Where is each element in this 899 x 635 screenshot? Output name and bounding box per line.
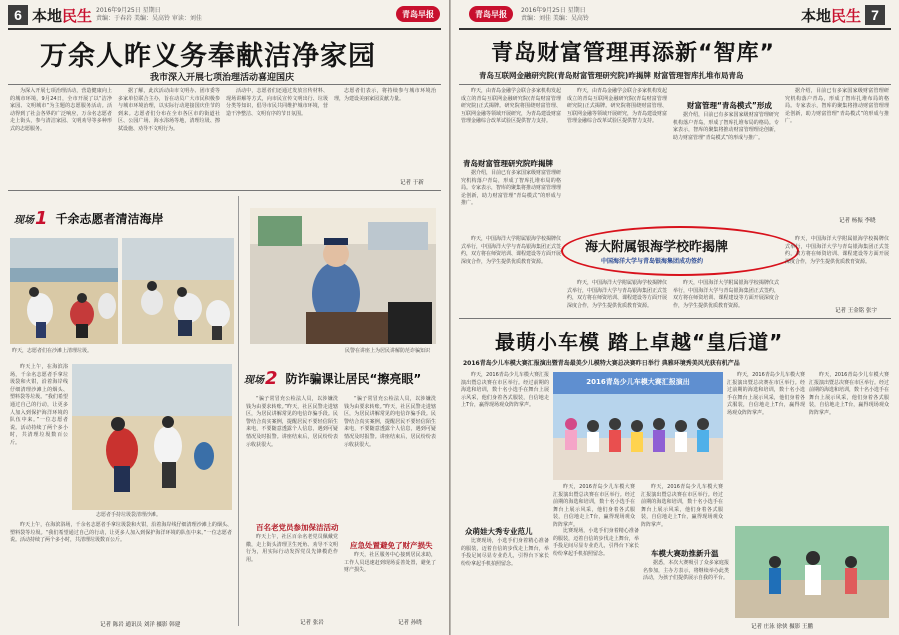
scene-1-article-cont: 昨天上午，在海滨浴场，千余名志愿者手拿垃圾袋和火钳，沿着海岸线仔细清理沙滩上的烟头、塑料袋等垃圾。“我们希望通过自己的行动，让更多人加入到保护海洋环境的队伍中来。”一位志愿者说。活动持续了两个多小时，共清理垃圾数百公斤。 [10, 522, 232, 544]
box-3-article-cont: 比赛现场，小选手们身着精心准备的服装，迈着自信的步伐走上舞台，举手投足间尽显专业范儿，引得台下家长纷纷拿起手机拍照留念。 [553, 528, 639, 557]
box-2-byline: 记者 孙晓 [398, 620, 422, 626]
car-model-article-col-4: 昨天，2016青岛少儿车模大赛汇报演出暨总决赛在市区举行。经过前期的海选和培训，数十名小选手在舞台上展示风采，他们身着各式服装，自信地走上T台，赢得现场观众阵阵掌声。 [809, 372, 890, 416]
page-header-left [8, 4, 202, 26]
beach-cleanup-photo-1 [10, 238, 118, 344]
finance-box-title-1: 青岛财富管理研究院昨揭牌 [463, 159, 553, 168]
scene-1-article: 昨天上午，在海滨浴场，千余名志愿者手拿垃圾袋和火钳，沿着海岸线仔细清理沙滩上的烟头、塑料袋等垃圾。“我们希望通过自己的行动，让更多人加入到保护海洋环境的队伍中来。”一位志愿者说。活动持续了两个多小时，共清理垃圾数百公斤。 [10, 364, 68, 446]
finance-box-title-2: 财富管理“青岛模式”形成 [687, 101, 772, 110]
box-4-title: 车模大赛助推新升温 [651, 549, 719, 558]
main-headline: 万余人昨义务奉献洁净家园 [40, 41, 376, 72]
police-photo-caption: 民警在讲座上为居民讲解防范诈骗知识 [344, 348, 430, 354]
school-byline: 记者 王金铭 张宇 [835, 308, 877, 314]
column-divider [238, 196, 239, 626]
finance-column-4: 据介绍，目前已有多家国家级财富管理研究机构落户青岛，形成了智库扎堆布局的格局。专家表示，智库的聚集将推动财富管理理论创新，助力财富管理“青岛模式”的形成与推广。 [785, 88, 889, 125]
photo-caption-2: 志愿者手持垃圾袋清理沙滩。 [96, 512, 162, 518]
box-3-title: 众萌娃大秀专业范儿 [465, 527, 533, 536]
scene-1-byline: 记者 陈岩 通讯员 刘洋 摄影 韩建 [100, 622, 181, 628]
police-lecture-photo [250, 208, 436, 344]
school-article-col-4: 昨天，中国海洋大学附属银海学校揭牌仪式举行，中国海洋大学与青岛银海集团正式签约，双方将在师资培训、课程建设等方面开展深度合作，为学生提供优质教育资源。 [785, 236, 889, 265]
finance-column-1: 昨天，由青岛金融学会联合多家机构发起成立的青岛互联网金融研究院(青岛财富管理研究院)正式揭牌。研究院将围绕财富管理、互联网金融等领域开展研究，为青岛建设财富管理金融综合改革试验区提供智力支持。 [461, 88, 562, 125]
car-model-article-col-2: 昨天，2016青岛少儿车模大赛汇报演出暨总决赛在市区举行。经过前期的海选和培训，数十名小选手在舞台上展示风采，他们身着各式服装，自信地走上T台，赢得现场观众阵阵掌声。 [553, 484, 635, 528]
newspaper-page-7 [451, 0, 899, 635]
car-model-article-col-1: 昨天，2016青岛少儿车模大赛汇报演出暨总决赛在市区举行。经过前期的海选和培训，数十名小选手在舞台上展示风采，他们身着各式服装，自信地走上T台，赢得现场观众阵阵掌声。 [461, 372, 549, 409]
car-model-article-col-3: 昨天，2016青岛少儿车模大赛汇报演出暨总决赛在市区举行。经过前期的海选和培训，数十名小选手在舞台上展示风采，他们身着各式服装，自信地走上T台，赢得现场观众阵阵掌声。 [727, 372, 805, 416]
header-rule [8, 28, 441, 30]
box-2-article: 昨天，社区服务中心接到居民求助，工作人员迅速赶到现场妥善处置，避免了财产损失。 [344, 552, 436, 574]
newspaper-logo: 青岛早报 [396, 6, 440, 22]
beach-cleanup-photo-2 [122, 238, 234, 344]
car-model-article-col-2b: 昨天，2016青岛少儿车模大赛汇报演出暨总决赛在市区举行。经过前期的海选和培训，数十名小选手在舞台上展示风采，他们身着各式服装，自信地走上T台，赢得现场观众阵阵掌声。 [641, 484, 723, 528]
newspaper-logo-right: 青岛早报 [469, 6, 513, 22]
poster-banner-text: 2016青岛少儿车模大赛汇报演出 [586, 378, 690, 386]
scene-2-header: 现场 2 防诈骗课让居民“擦亮眼” [244, 368, 422, 389]
page-number: 6 [8, 5, 28, 25]
article-column-3: 活动中，志愿者们还通过发放宣传材料、现场讲解等方式，向市民宣传文明出行、垃圾分类等知识，倡导市民共同维护城市环境，营造干净整洁、文明有序的节日氛围。 [226, 88, 328, 117]
car-model-headline: 最萌小车模 踏上卓越“皇后道” [495, 330, 784, 354]
box-1-article: 昨天上午，社区百余名老党员佩戴党徽，走上街头清理卫生死角、劝导不文明行为，用实际行动发挥党员先锋模范作用。 [246, 534, 338, 563]
box-4-byline: 记者 庄泳 徐侠 摄影 王鹏 [751, 624, 813, 630]
scene-2-article-col-1: “骗子常冒充公检法人员，以涉嫌洗钱为由要求转账。”昨天，社区民警走进辖区，为居民讲解常见的电信诈骗手段。民警结合真实案例，提醒居民不要轻信陌生来电，不要随意透露个人信息，遇到可疑情况及时报警。讲座结束后，居民纷纷表示收获很大。 [246, 396, 338, 448]
school-article-col-3: 昨天，中国海洋大学附属银海学校揭牌仪式举行，中国海洋大学与青岛银海集团正式签约，双方将在师资培训、课程建设等方面开展深度合作，为学生提供优质教育资源。 [673, 280, 779, 309]
issue-meta-right: 2016年9月25日 星期日 责编：刘佳 美编：吴高铃 [521, 7, 589, 22]
article-column-1: 为深入开展七项治理活动，营造健康向上的城市环境，9月24日，全市开展了以“洁净家园、文明城市”为主题的志愿服务活动。活动得到了社会各界的广泛响应，万余名志愿者走上街头，参与清洁家园、文明劝导等多种形式的志愿服务。 [10, 88, 112, 132]
box-1-byline: 记者 张岩 [300, 620, 324, 626]
school-rule [459, 318, 891, 319]
page-header-right [797, 4, 885, 26]
kids-runway-photo [735, 526, 889, 618]
finance-column-1b: 据介绍，目前已有多家国家级财富管理研究机构落户青岛，形成了智库扎堆布局的格局。专家表示，智库的聚集将推动财富管理理论创新，助力财富管理“青岛模式”的形成与推广。 [461, 170, 562, 207]
header-rule-right [459, 28, 891, 30]
finance-column-3: 据介绍，目前已有多家国家级财富管理研究机构落户青岛，形成了智库扎堆布局的格局。专家表示，智库的聚集将推动财富管理理论创新，助力财富管理“青岛模式”的形成与推广。 [673, 112, 779, 141]
section-name: 本地民生 [32, 6, 93, 25]
school-article-col-2: 昨天，中国海洋大学附属银海学校揭牌仪式举行，中国海洋大学与青岛银海集团正式签约，双方将在师资培训、课程建设等方面开展深度合作，为学生提供优质教育资源。 [567, 280, 668, 309]
section-name-right: 本地民生 [801, 6, 862, 25]
finance-column-2: 昨天，由青岛金融学会联合多家机构发起成立的青岛互联网金融研究院(青岛财富管理研究院)正式揭牌。研究院将围绕财富管理、互联网金融等领域开展研究，为青岛建设财富管理金融综合改革试验区提供智力支持。 [567, 88, 668, 125]
article-byline: 记者 于新 [400, 180, 424, 186]
box-1-title: 百名老党员参加保洁活动 [256, 523, 339, 532]
school-article-col-1: 昨天，中国海洋大学附属银海学校揭牌仪式举行，中国海洋大学与青岛银海集团正式签约，双方将在师资培训、课程建设等方面开展深度合作，为学生提供优质教育资源。 [461, 236, 562, 265]
scene-1-title: 千余志愿者清洁海岸 [55, 212, 164, 226]
article-column-4: 志愿者们表示，将持续参与城市环境治理，为建设美丽家园贡献力量。 [334, 88, 436, 102]
article-column-2: 据了解，此次活动由市文明办、团市委等多家单位联合主办，旨在动员广大市民积极参与城市环境治理，以实际行动迎接国庆佳节的到来。志愿者们分布在全市各区市的街道社区、公园广场、海水浴场等地，清理垃圾、擦拭设施、劝导不文明行为。 [118, 88, 220, 132]
finance-subhead: 青岛互联网金融研究院(青岛财富管理研究院)昨揭牌 财富管理智库扎堆布局青岛 [479, 71, 744, 80]
scene-2-title: 防诈骗课让居民“擦亮眼” [285, 372, 422, 386]
scene-1-header: 现场 1 千余志愿者清洁海岸 [14, 208, 164, 229]
finance-byline: 记者 杨振 李晓 [839, 218, 876, 224]
issue-meta: 2016年9月25日 星期日 责编：于春岩 美编：吴高铃 审读：刘佳 [96, 7, 202, 22]
subhead-rule [8, 84, 441, 85]
finance-headline: 青岛财富管理再添新“智库” [491, 41, 775, 66]
beach-cleanup-photo-3 [72, 364, 232, 510]
finance-rule [459, 84, 891, 85]
scene-2-article-col-2: “骗子常冒充公检法人员，以涉嫌洗钱为由要求转账。”昨天，社区民警走进辖区，为居民讲解常见的电信诈骗手段。民警结合真实案例，提醒居民不要轻信陌生来电，不要随意透露个人信息，遇到可疑情况及时报警。讲座结束后，居民纷纷表示收获很大。 [344, 396, 436, 448]
photo-caption-1: 昨天，志愿者们在沙滩上清理垃圾。 [12, 348, 93, 354]
box-4-article: 据悉，本次大赛吸引了众多家庭报名参加，主办方表示，将继续举办此类活动，为孩子们提供展示自我的平台。 [643, 560, 729, 582]
box-2-title: 应急处置避免了财产损失 [350, 541, 433, 550]
school-headline: 海大附属银海学校昨揭牌 [585, 240, 729, 255]
car-model-subhead: 2016青岛少儿车模大赛汇报演出暨青岛最美少儿模特大赛总决赛昨日举行 典雅环境秀美风光获有机产品 [463, 360, 740, 367]
car-model-poster-photo [553, 372, 723, 480]
main-subhead: 我市深入开展七项治理活动喜迎国庆 [150, 73, 295, 83]
school-subhead: 中国海洋大学与青岛银海集团成功签约 [601, 258, 704, 265]
newspaper-page-6 [0, 0, 449, 635]
box-3-article: 比赛现场，小选手们身着精心准备的服装，迈着自信的步伐走上舞台，举手投足间尽显专业范儿，引得台下家长纷纷拿起手机拍照留念。 [461, 538, 549, 567]
page-number-right: 7 [865, 5, 885, 25]
section-rule [8, 190, 441, 191]
